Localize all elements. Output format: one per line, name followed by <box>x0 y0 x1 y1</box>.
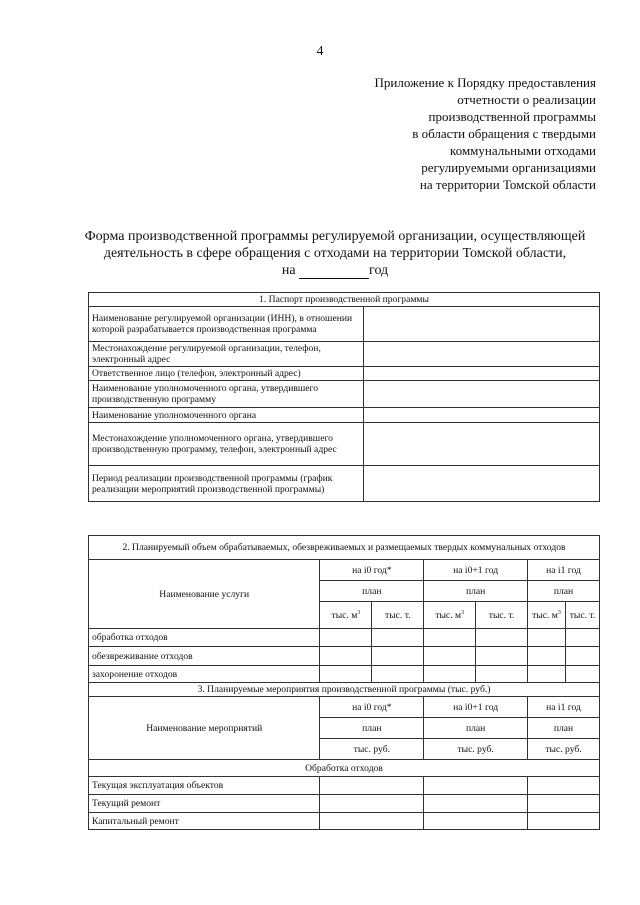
appendix-line: Приложение к Порядку предоставления <box>374 75 596 90</box>
unit-text: тыс. м <box>532 609 558 621</box>
form-title <box>60 228 610 279</box>
value-cell[interactable] <box>424 629 476 647</box>
value-cell[interactable] <box>565 629 599 647</box>
value-cell[interactable] <box>528 647 566 666</box>
passport-value-cell[interactable] <box>363 408 599 423</box>
value-cell[interactable] <box>528 795 600 813</box>
value-cell[interactable] <box>476 666 528 683</box>
unit-header <box>320 602 372 629</box>
value-cell[interactable] <box>320 777 424 795</box>
appendix-line: коммунальными отходами <box>450 143 596 158</box>
subsection-title: Обработка отходов <box>89 760 600 777</box>
value-cell[interactable] <box>320 813 424 830</box>
passport-table <box>88 292 600 502</box>
passport-value-cell[interactable] <box>363 367 599 381</box>
passport-title: 1. Паспорт производственной программы <box>89 293 600 307</box>
plan-header: план <box>528 718 600 739</box>
service-row-label: обезвреживание отходов <box>89 647 320 666</box>
value-cell[interactable] <box>424 666 476 683</box>
service-name-header: Наименование услуги <box>89 560 320 629</box>
unit-superscript: 3 <box>357 609 361 616</box>
value-cell[interactable] <box>320 795 424 813</box>
value-cell[interactable] <box>565 647 599 666</box>
year-header: на i0 год* <box>320 560 424 581</box>
form-title-line: Форма производственной программы регулируемой организации, осуществляющей <box>84 229 586 244</box>
appendix-line: регулируемыми организациями <box>421 160 596 175</box>
value-cell[interactable] <box>320 647 372 666</box>
unit-text: тыс. м <box>331 609 358 621</box>
unit-text: тыс. м <box>435 609 462 621</box>
value-cell[interactable] <box>320 666 372 683</box>
unit-header: тыс. т. <box>565 602 599 629</box>
volumes-and-activities-table <box>88 535 600 830</box>
passport-row-label: Наименование регулируемой организации (ИНН), в отношении которой разрабатывается производственная программа <box>89 307 364 342</box>
passport-row-label: Местонахождение уполномоченного органа, утвердившего производственную программу, телефон, электронный адрес <box>89 423 364 466</box>
year-header: на i1 год <box>528 560 600 581</box>
passport-value-cell[interactable] <box>363 307 599 342</box>
service-row-label: обработка отходов <box>89 629 320 647</box>
form-title-pre: на <box>281 263 296 278</box>
value-cell[interactable] <box>424 647 476 666</box>
plan-header: план <box>528 581 600 602</box>
activity-name-header: Наименование мероприятий <box>89 697 320 760</box>
value-cell[interactable] <box>528 666 566 683</box>
value-cell[interactable] <box>320 629 372 647</box>
passport-row-label: Период реализации производственной программы (график реализации мероприятий производственной программы) <box>89 466 364 502</box>
value-cell[interactable] <box>372 666 424 683</box>
plan-header: план <box>320 718 424 739</box>
unit-header <box>424 602 476 629</box>
form-title-post: год <box>369 263 389 278</box>
appendix-line: отчетности о реализации <box>457 92 596 107</box>
section3-title: 3. Планируемые мероприятия производственной программы (тыс. руб.) <box>89 683 600 697</box>
year-header: на i0+1 год <box>424 697 528 718</box>
value-cell[interactable] <box>424 777 528 795</box>
passport-value-cell[interactable] <box>363 423 599 466</box>
unit-header: тыс. руб. <box>320 739 424 760</box>
appendix-line: в области обращения с твердыми <box>412 126 596 141</box>
section2-title: 2. Планируемый объем обрабатываемых, обезвреживаемых и размещаемых твердых коммунальных отходов <box>89 536 600 560</box>
passport-row-label: Ответственное лицо (телефон, электронный адрес) <box>89 367 364 381</box>
appendix-caption <box>296 74 596 193</box>
form-title-line: деятельность в сфере обращения с отходами на территории Томской области, <box>103 246 567 261</box>
service-row-label: захоронение отходов <box>89 666 320 683</box>
unit-superscript: 3 <box>557 609 561 616</box>
value-cell[interactable] <box>565 666 599 683</box>
year-header: на i1 год <box>528 697 600 718</box>
value-cell[interactable] <box>528 813 600 830</box>
appendix-line: производственной программы <box>428 109 596 124</box>
plan-header: план <box>424 581 528 602</box>
unit-header: тыс. руб. <box>528 739 600 760</box>
value-cell[interactable] <box>476 629 528 647</box>
value-cell[interactable] <box>528 777 600 795</box>
value-cell[interactable] <box>372 629 424 647</box>
plan-header: план <box>320 581 424 602</box>
passport-row-label: Наименование уполномоченного органа <box>89 408 364 423</box>
year-header: на i0 год* <box>320 697 424 718</box>
appendix-line: на территории Томской области <box>419 177 596 192</box>
passport-row-label: Местонахождение регулируемой организации, телефон, электронный адрес <box>89 342 364 367</box>
unit-header: тыс. т. <box>372 602 424 629</box>
plan-header: план <box>424 718 528 739</box>
unit-header: тыс. руб. <box>424 739 528 760</box>
passport-value-cell[interactable] <box>363 466 599 502</box>
unit-header: тыс. т. <box>476 602 528 629</box>
passport-row-label: Наименование уполномоченного органа, утвердившего производственную программу <box>89 381 364 408</box>
year-header: на i0+1 год <box>424 560 528 581</box>
value-cell[interactable] <box>528 629 566 647</box>
form-title-line <box>60 262 610 279</box>
activity-row-label: Текущая эксплуатация объектов <box>89 777 320 795</box>
activity-row-label: Текущий ремонт <box>89 795 320 813</box>
unit-superscript: 3 <box>461 609 465 616</box>
passport-value-cell[interactable] <box>363 381 599 408</box>
passport-value-cell[interactable] <box>363 342 599 367</box>
page-number: 4 <box>316 44 324 59</box>
activity-row-label: Капитальный ремонт <box>89 813 320 830</box>
value-cell[interactable] <box>424 795 528 813</box>
value-cell[interactable] <box>476 647 528 666</box>
year-blank-field <box>299 265 369 279</box>
unit-header <box>528 602 566 629</box>
value-cell[interactable] <box>372 647 424 666</box>
value-cell[interactable] <box>424 813 528 830</box>
